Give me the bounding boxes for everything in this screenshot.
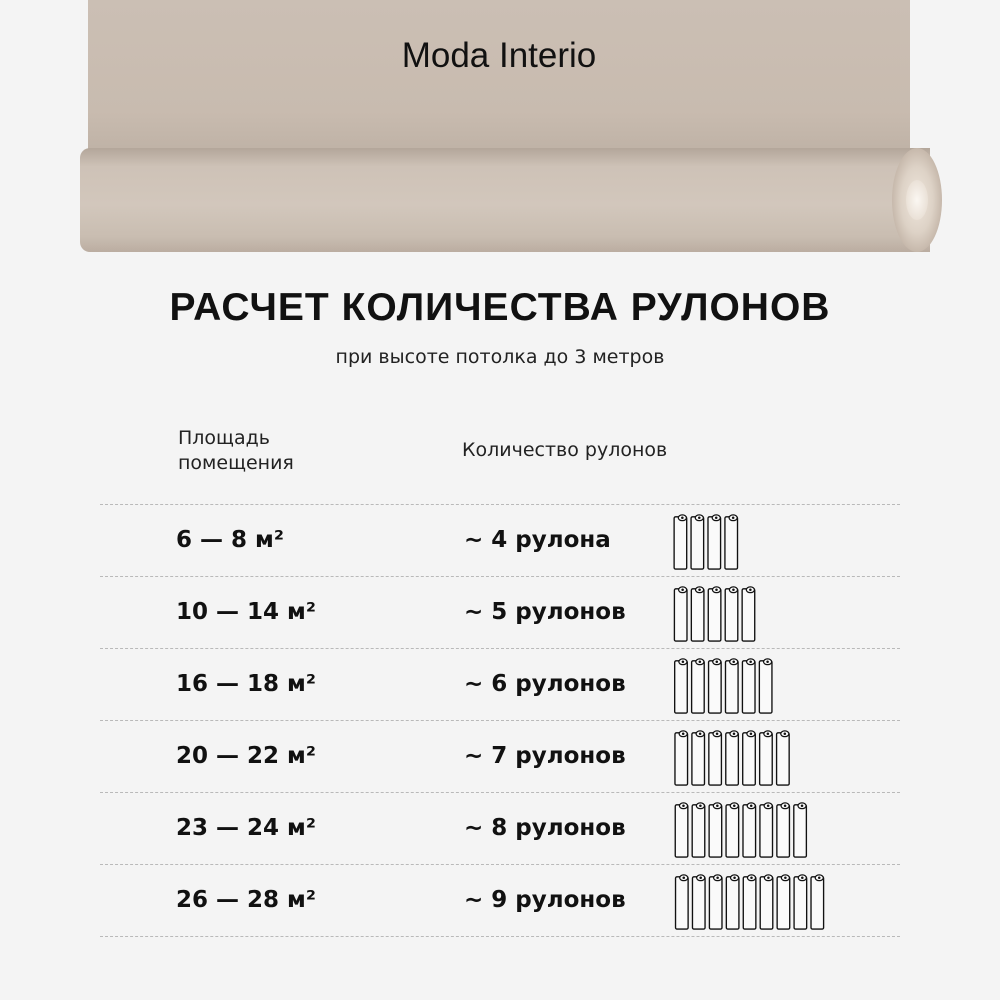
roll-core — [906, 180, 928, 220]
wallpaper-roll-icon — [743, 875, 756, 929]
wallpaper-roll-icon — [674, 587, 687, 641]
column-header-area — [178, 426, 378, 476]
wallpaper-roll-icon — [675, 659, 688, 713]
wallpaper-roll-icon — [726, 803, 739, 857]
wallpaper-roll-icon — [709, 659, 722, 713]
wallpaper-roll-icon — [674, 515, 687, 569]
table-row — [100, 648, 900, 720]
roll-body — [80, 148, 930, 252]
wallpaper-roll-icon — [725, 659, 738, 713]
wallpaper-roll-icon — [726, 875, 739, 929]
wallpaper-roll-icon — [692, 803, 705, 857]
column-header-count: Количество рулонов — [462, 439, 668, 461]
rolls-table — [100, 504, 900, 937]
area-value: 16 — 18 м² — [176, 671, 316, 697]
wallpaper-roll-icon — [708, 587, 721, 641]
wallpaper-roll-icon — [742, 659, 755, 713]
rolls-icon-group — [672, 655, 779, 715]
wallpaper-roll-icon — [760, 731, 773, 785]
count-value: ~ 9 рулонов — [464, 887, 626, 913]
wallpaper-roll-icon — [692, 875, 705, 929]
wallpaper-roll-icon — [794, 803, 807, 857]
table-row — [100, 792, 900, 864]
wallpaper-roll-illustration — [0, 0, 1000, 260]
wallpaper-roll-icon — [794, 875, 807, 929]
rolls-icon-group — [672, 871, 831, 931]
rolls-icon-group — [672, 583, 761, 643]
wallpaper-roll-icon — [709, 803, 722, 857]
wallpaper-roll-icon — [777, 875, 790, 929]
area-value: 10 — 14 м² — [176, 599, 316, 625]
wallpaper-roll-icon — [811, 875, 824, 929]
brand-name: Moda Interio — [401, 36, 597, 75]
count-value: ~ 7 рулонов — [464, 743, 626, 769]
table-row — [100, 576, 900, 648]
wallpaper-roll-icon — [777, 803, 790, 857]
wallpaper-roll-icon — [759, 659, 772, 713]
table-row — [100, 504, 900, 576]
wallpaper-roll-icon — [743, 803, 756, 857]
wallpaper-roll-icon — [692, 731, 705, 785]
column-header-area-line1: Площадь — [178, 427, 270, 449]
count-value: ~ 8 рулонов — [464, 815, 626, 841]
wallpaper-roll-icon — [709, 731, 722, 785]
wallpaper-roll-icon — [777, 731, 790, 785]
table-row — [100, 864, 900, 937]
page-subtitle: при высоте потолка до 3 метров — [335, 346, 665, 368]
wallpaper-roll-icon — [675, 803, 688, 857]
rolls-icon-group — [672, 727, 796, 787]
wallpaper-roll-icon — [691, 515, 704, 569]
wallpaper-roll-icon — [726, 731, 739, 785]
wallpaper-roll-icon — [708, 515, 721, 569]
rolls-icon-group — [672, 799, 814, 859]
wallpaper-roll-icon — [692, 659, 705, 713]
column-header-area-line2: помещения — [178, 452, 294, 474]
wallpaper-roll-icon — [742, 587, 755, 641]
wallpaper-roll-icon — [760, 803, 773, 857]
table-row — [100, 720, 900, 792]
wallpaper-roll-icon — [676, 875, 689, 929]
area-value: 26 — 28 м² — [176, 887, 316, 913]
wallpaper-roll-icon — [691, 587, 704, 641]
wallpaper-sheet — [88, 0, 910, 160]
count-value: ~ 4 рулона — [464, 527, 611, 553]
wallpaper-roll-icon — [725, 515, 738, 569]
area-value: 6 — 8 м² — [176, 527, 284, 553]
area-value: 23 — 24 м² — [176, 815, 316, 841]
count-value: ~ 6 рулонов — [464, 671, 626, 697]
page-title: РАСЧЕТ КОЛИЧЕСТВА РУЛОНОВ — [169, 286, 831, 329]
count-value: ~ 5 рулонов — [464, 599, 626, 625]
rolls-icon-group — [672, 511, 744, 571]
wallpaper-roll-icon — [743, 731, 756, 785]
wallpaper-roll-icon — [675, 731, 688, 785]
wallpaper-roll-icon — [760, 875, 773, 929]
wallpaper-roll-icon — [725, 587, 738, 641]
wallpaper-roll-icon — [709, 875, 722, 929]
area-value: 20 — 22 м² — [176, 743, 316, 769]
